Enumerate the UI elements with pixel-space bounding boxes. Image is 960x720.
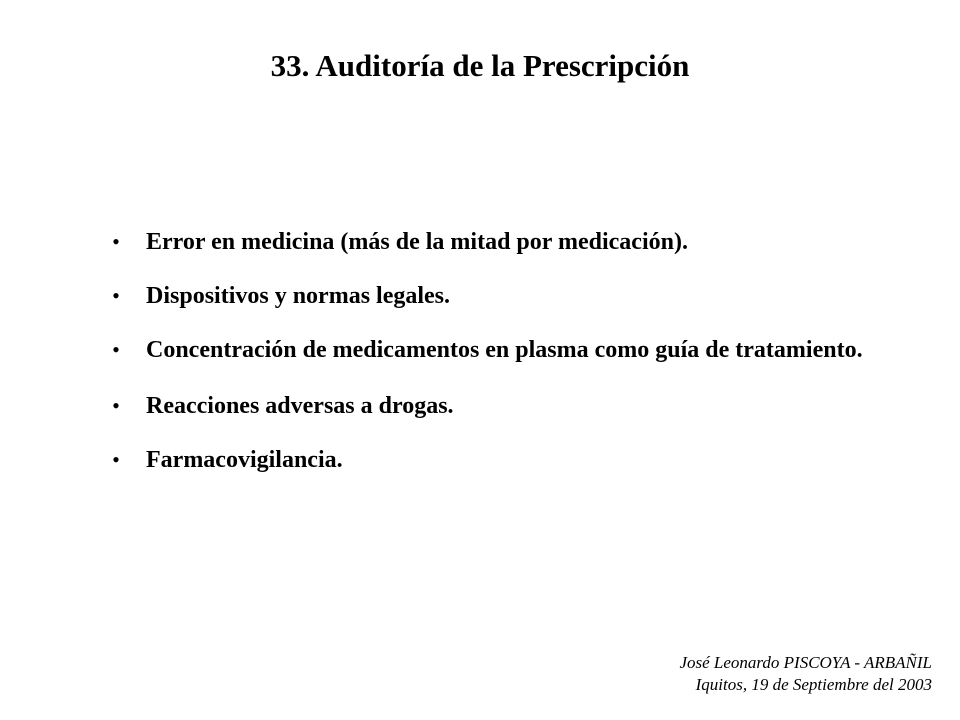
bullet-text: Dispositivos y normas legales.	[146, 283, 451, 309]
bullet-icon: •	[112, 229, 120, 254]
bullet-item	[106, 386, 934, 426]
bullet-item	[106, 276, 934, 316]
bullet-text: Farmacovigilancia.	[146, 447, 343, 473]
bullet-item	[106, 222, 934, 262]
bullet-text: Concentración de medicamentos en plasma como guía de tratamiento.	[146, 337, 863, 363]
bullet-icon: •	[112, 447, 120, 472]
bullet-text: Error en medicina (más de la mitad por medicación).	[146, 229, 688, 255]
slide-title: 33. Auditoría de la Prescripción	[270, 48, 690, 83]
bullet-item	[106, 440, 934, 480]
footer-place-date: Iquitos, 19 de Septiembre del 2003	[695, 675, 932, 694]
bullet-icon: •	[112, 393, 120, 418]
footer-author: José Leonardo PISCOYA - ARBAÑIL	[679, 653, 932, 672]
bullet-icon: •	[112, 283, 120, 308]
bullet-list	[106, 222, 934, 494]
bullet-icon: •	[112, 337, 120, 362]
bullet-item	[106, 330, 934, 370]
slide-footer	[679, 652, 932, 696]
bullet-text: Reacciones adversas a drogas.	[146, 393, 454, 419]
